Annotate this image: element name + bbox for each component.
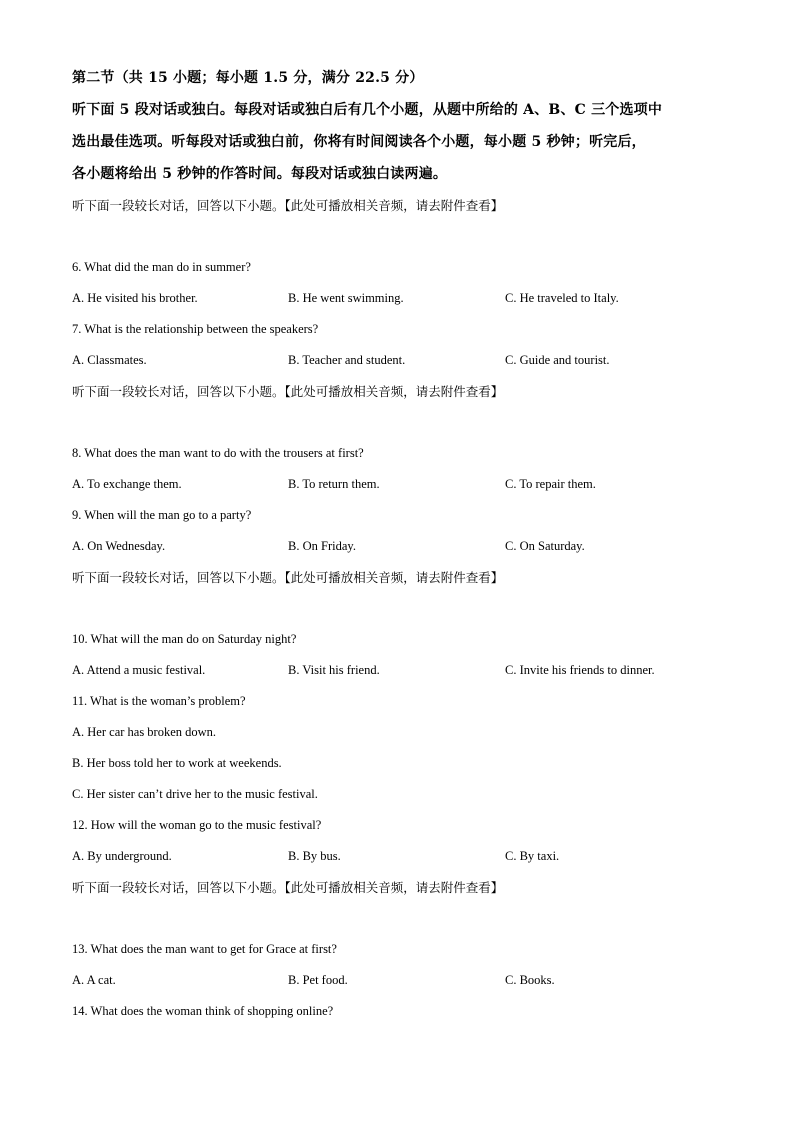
instruction-line-3: 各小题将给出 5 秒钟的作答时间。每段对话或独白读两遍。 xyxy=(72,166,448,182)
option-c: C. Invite his friends to dinner. xyxy=(505,663,655,677)
question-11-option-a: A. Her car has broken down. xyxy=(72,725,217,739)
option-c: C. Guide and tourist. xyxy=(505,353,610,367)
question-7: 7. What is the relationship between the speakers? xyxy=(72,322,319,336)
question-14: 14. What does the woman think of shopping online? xyxy=(72,1004,334,1018)
option-b: B. Pet food. xyxy=(288,973,348,987)
option-a: A. To exchange them. xyxy=(72,477,182,491)
option-c: C. Books. xyxy=(505,973,555,987)
option-b: B. On Friday. xyxy=(288,539,356,553)
question-7-options xyxy=(72,345,732,376)
question-10: 10. What will the man do on Saturday night? xyxy=(72,632,297,646)
question-12: 12. How will the woman go to the music festival? xyxy=(72,818,322,832)
question-8: 8. What does the man want to do with the trousers at first? xyxy=(72,446,364,460)
option-b: B. By bus. xyxy=(288,849,341,863)
question-9-options xyxy=(72,531,732,562)
option-c: C. By taxi. xyxy=(505,849,560,863)
option-a: A. Classmates. xyxy=(72,353,147,367)
option-b: B. To return them. xyxy=(288,477,380,491)
option-b: B. Visit his friend. xyxy=(288,663,380,677)
option-c: C. He traveled to Italy. xyxy=(505,291,619,305)
option-a: A. He visited his brother. xyxy=(72,291,198,305)
option-b: B. Teacher and student. xyxy=(288,353,406,367)
audio-note-4: 听下面一段较长对话，回答以下小题。【此处可播放相关音频，请去附件查看】 xyxy=(72,880,504,895)
instruction-line-2: 选出最佳选项。听每段对话或独白前，你将有时间阅读各个小题，每小题 5 秒钟；听完后， xyxy=(72,134,646,150)
question-9: 9. When will the man go to a party? xyxy=(72,508,252,522)
question-11-option-b: B. Her boss told her to work at weekends. xyxy=(72,756,282,770)
question-11: 11. What is the woman’s problem? xyxy=(72,694,246,708)
question-6: 6. What did the man do in summer? xyxy=(72,260,251,274)
option-a: A. By underground. xyxy=(72,849,172,863)
question-12-options xyxy=(72,841,732,872)
option-a: A. On Wednesday. xyxy=(72,539,166,553)
option-b: B. He went swimming. xyxy=(288,291,404,305)
option-c: C. On Saturday. xyxy=(505,539,585,553)
question-13-options xyxy=(72,965,732,996)
document-page xyxy=(72,62,732,1027)
audio-note-3: 听下面一段较长对话，回答以下小题。【此处可播放相关音频，请去附件查看】 xyxy=(72,570,504,585)
instruction-line-1: 听下面 5 段对话或独白。每段对话或独白后有几个小题，从题中所给的 A、B、C 三个选项中 xyxy=(72,102,663,118)
question-13: 13. What does the man want to get for Grace at first? xyxy=(72,942,337,956)
question-11-option-c: C. Her sister can’t drive her to the music festival. xyxy=(72,787,318,801)
option-c: C. To repair them. xyxy=(505,477,596,491)
question-6-options xyxy=(72,283,732,314)
question-10-options xyxy=(72,655,732,686)
option-a: A. A cat. xyxy=(72,973,116,987)
question-8-options xyxy=(72,469,732,500)
option-a: A. Attend a music festival. xyxy=(72,663,206,677)
audio-note-2: 听下面一段较长对话，回答以下小题。【此处可播放相关音频，请去附件查看】 xyxy=(72,384,504,399)
audio-note-1: 听下面一段较长对话，回答以下小题。【此处可播放相关音频，请去附件查看】 xyxy=(72,198,504,213)
section-heading: 第二节（共 15 小题；每小题 1.5 分，满分 22.5 分） xyxy=(72,70,424,86)
